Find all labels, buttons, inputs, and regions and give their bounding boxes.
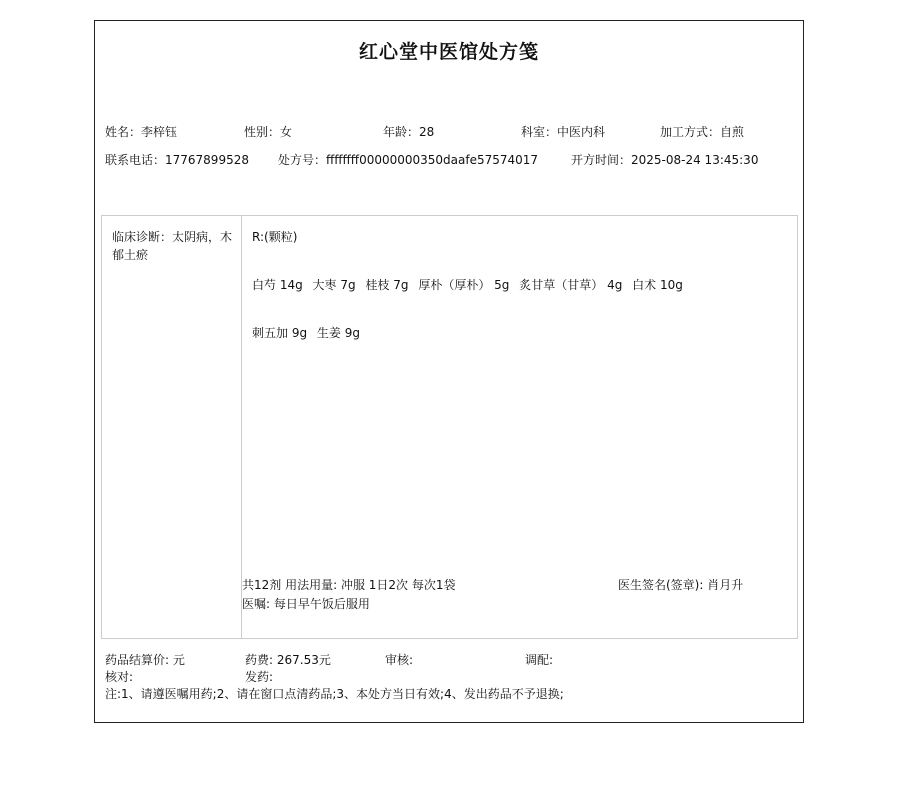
prescription-body (101, 215, 798, 639)
doctor-signature: 医生签名(签章): 肖月升 (618, 578, 744, 592)
prescription-sheet (94, 20, 804, 723)
rx-label: R:(颗粒) (252, 230, 298, 244)
review-label: 审核: (385, 653, 414, 667)
herb-item: 厚朴（厚朴） 5g (418, 278, 510, 292)
check-label: 核对: (105, 670, 134, 684)
department: 科室：中医内科 (521, 125, 606, 139)
contact-phone: 联系电话：17767899528 (105, 153, 249, 167)
clinical-diagnosis: 临床诊断：太阴病，木郁土瘀 (112, 230, 233, 262)
herb-item: 生姜 9g (316, 326, 360, 340)
prescription-time: 开方时间：2025-08-24 13:45:30 (571, 153, 759, 167)
patient-age: 年龄：28 (383, 125, 435, 139)
footer-row-1 (105, 651, 795, 667)
processing-method: 加工方式：自煎 (660, 125, 745, 139)
herb-line-2 (252, 324, 366, 341)
herb-item: 刺五加 9g (252, 326, 308, 340)
patient-name: 姓名：李梓钰 (105, 125, 178, 139)
prescription-column (242, 216, 797, 638)
medical-advice: 医嘱: 每日早午饭后服用 (242, 597, 370, 611)
page-title: 红心堂中医馆处方笺 (358, 41, 539, 63)
footer-row-2 (105, 668, 795, 684)
settlement-price: 药品结算价: 元 (105, 653, 185, 667)
herb-item: 白术 10g (632, 278, 683, 292)
footer-note: 注:1、请遵医嘱用药;2、请在窗口点清药品;3、本处方当日有效;4、发出药品不予退换; (105, 687, 564, 701)
herb-item: 大枣 7g (312, 278, 356, 292)
herb-item: 桂枝 7g (365, 278, 409, 292)
usage-dosage: 共12剂 用法用量: 冲服 1日2次 每次1袋 (242, 578, 456, 592)
herb-item: 炙甘草（甘草） 4g (519, 278, 623, 292)
patient-gender: 性别：女 (244, 125, 293, 139)
dispense-mix-label: 调配: (525, 653, 554, 667)
herb-line-1 (252, 276, 689, 293)
herb-item: 白芍 14g (252, 278, 303, 292)
issue-label: 发药: (245, 670, 274, 684)
diagnosis-column (102, 216, 242, 638)
prescription-number: 处方号：ffffffff00000000350daafe57574017 (278, 153, 539, 167)
drug-fee: 药费: 267.53元 (245, 653, 331, 667)
